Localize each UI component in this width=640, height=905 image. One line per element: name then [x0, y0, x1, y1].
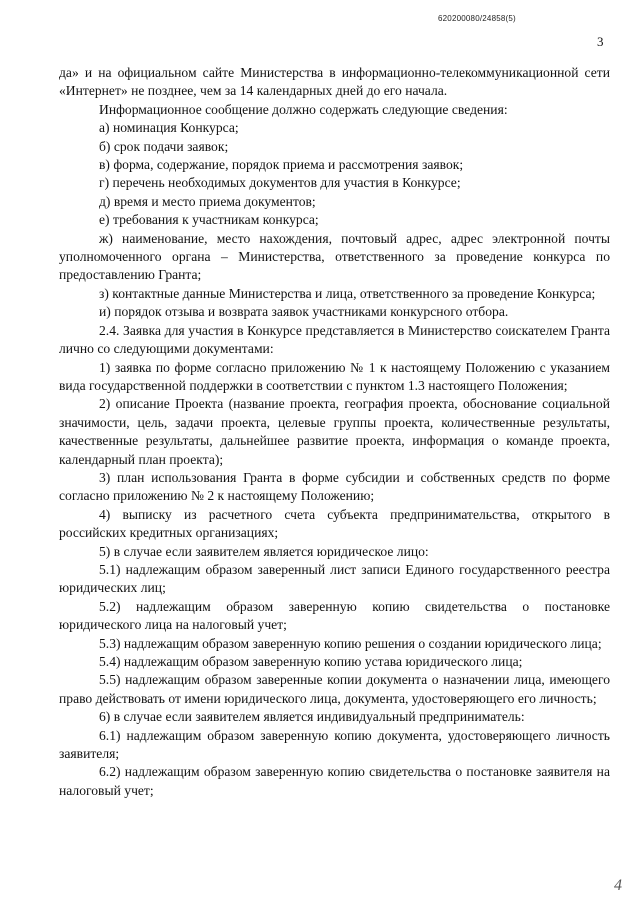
list-item: 6.1) надлежащим образом заверенную копию документа, удостоверяющего личность заявителя; [59, 727, 610, 762]
document-code: 620200080/24858(5) [438, 14, 516, 23]
list-item: ж) наименование, место нахождения, почтовый адрес, адрес электронной почты уполномоченного органа – Министерства, ответственного за проведение конкурса по предоставлению Гранта; [59, 230, 610, 283]
list-item: 6.2) надлежащим образом заверенную копию свидетельства о постановке заявителя на налоговый учет; [59, 764, 610, 798]
list-item: 5.5) надлежащим образом заверенные копии документа о назначении лица, имеющего право действовать от имени юридического лица, документа, удостоверяющего его личность; [59, 672, 610, 706]
paragraph: Информационное сообщение должно содержать следующие сведения: [99, 101, 508, 117]
list-item: б) срок подачи заявок; [99, 138, 229, 154]
list-item: з) контактные данные Министерства и лица, ответственного за проведение Конкурса; [99, 285, 596, 301]
handwritten-mark: 4 [614, 877, 622, 894]
list-item: 4) выписку из расчетного счета субъекта предпринимательства, открытого в российских кредитных организациях; [59, 506, 610, 541]
list-item: 2) описание Проекта (название проекта, география проекта, обоснование социальной значимости, цель, задачи проекта, целевые группы проекта, количественные результаты, качественные результаты, дальнейшее развитие проекта, информация о команде проекта, календарный план проекта); [59, 396, 610, 467]
list-item: 5.2) надлежащим образом заверенную копию свидетельства о постановке юридического лица на налоговый учет; [59, 598, 610, 633]
list-item: 3) план использования Гранта в форме субсидии и собственных средств по форме согласно приложению № 2 к настоящему Положению; [59, 469, 610, 504]
list-item: а) номинация Конкурса; [99, 120, 239, 136]
page-number: 3 [597, 34, 604, 49]
list-item: 5.1) надлежащим образом заверенный лист записи Единого государственного реестра юридических лиц; [59, 561, 610, 596]
document-body [59, 64, 610, 800]
list-item: г) перечень необходимых документов для участия в Конкурсе; [99, 175, 461, 191]
list-item: 6) в случае если заявителем является индивидуальный предприниматель: [99, 709, 525, 725]
list-item: д) время и место приема документов; [99, 193, 316, 209]
list-item: 5) в случае если заявителем является юридическое лицо: [99, 543, 429, 559]
list-item: 5.3) надлежащим образом заверенную копию решения о создании юридического лица; [99, 635, 602, 651]
list-item: 1) заявка по форме согласно приложению № 1 к настоящему Положению с указанием вида государственной поддержки в соответствии с пунктом 1.3 настоящего Положения; [59, 359, 610, 393]
paragraph: 2.4. Заявка для участия в Конкурсе представляется в Министерство соискателем Гранта лично со следующими документами: [59, 322, 610, 357]
list-item: 5.4) надлежащим образом заверенную копию устава юридического лица; [99, 654, 523, 669]
list-item: и) порядок отзыва и возврата заявок участниками конкурсного отбора. [99, 304, 509, 320]
list-item: в) форма, содержание, порядок приема и рассмотрения заявок; [99, 157, 464, 173]
list-item: е) требования к участникам конкурса; [99, 212, 319, 228]
paragraph: да» и на официальном сайте Министерства в информационно-телекоммуникационной сети «Интернет» не позднее, чем за 14 календарных дней до его начала. [59, 65, 610, 99]
